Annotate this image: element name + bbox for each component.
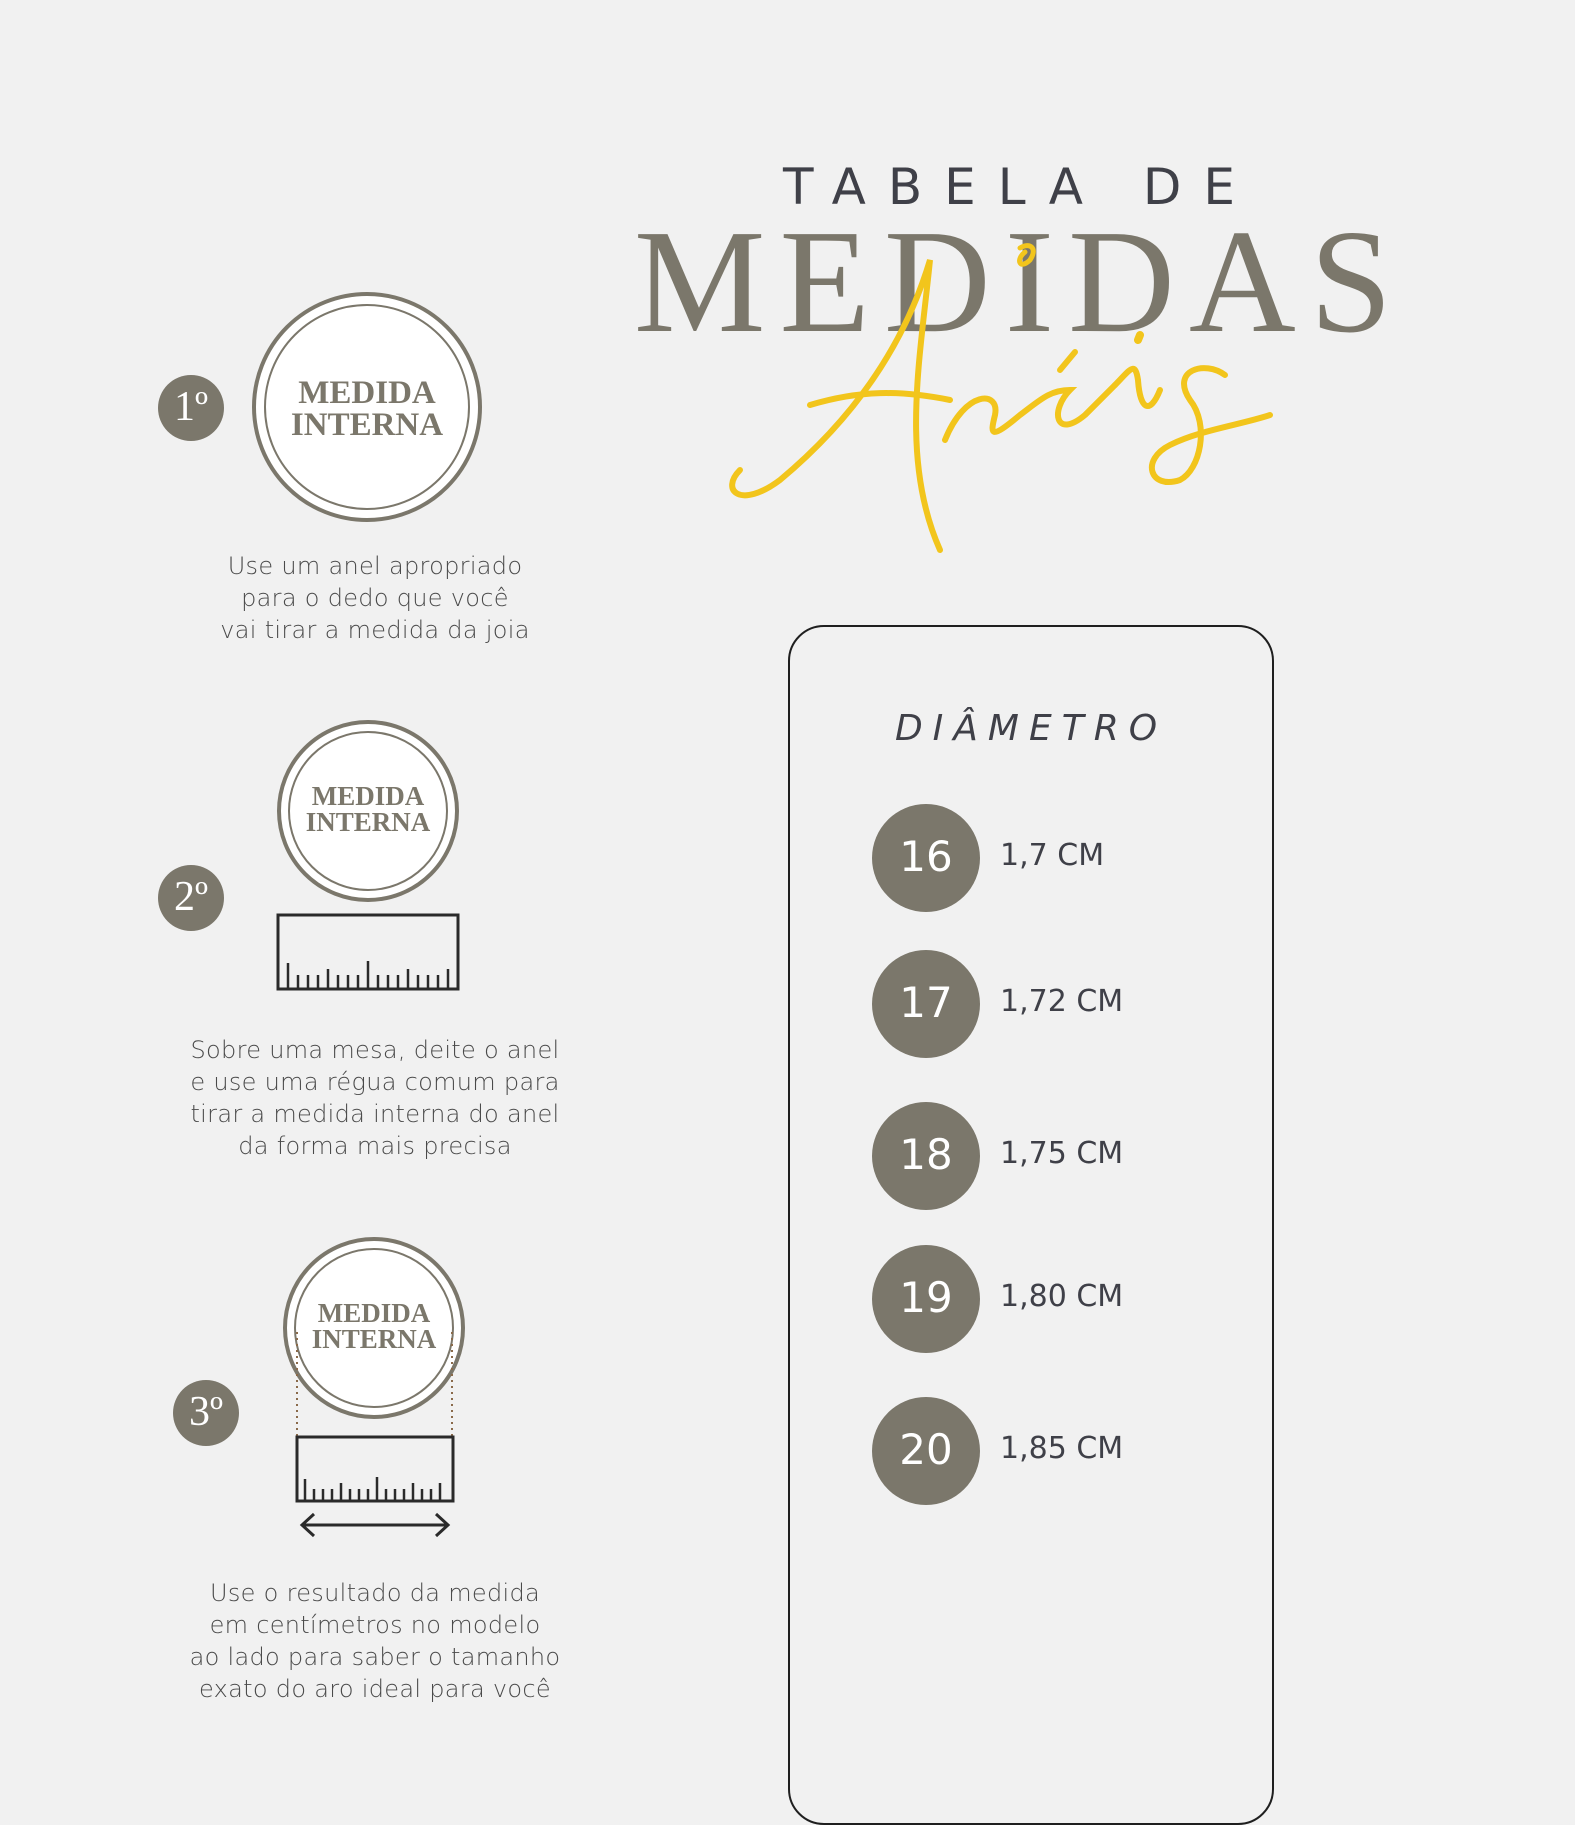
- size-number-badge: 17: [872, 950, 980, 1058]
- step-2-text: Sobre uma mesa, deite o anel e use uma régua comum para tirar a medida interna do anel da forma mais precisa: [190, 1036, 560, 1160]
- emblem-text-line-1: MEDIDA: [317, 1298, 431, 1328]
- emblem-text-line-2: INTERNA: [290, 407, 444, 443]
- size-number-badge: 19: [872, 1245, 980, 1353]
- title-line-2: MEDIDAS: [633, 200, 1407, 364]
- emblem-text-line-2: INTERNA: [311, 1324, 437, 1354]
- step-2-ring-emblem: [277, 720, 459, 902]
- diameter-value: 1,85 CM: [1000, 1431, 1124, 1466]
- size-table-panel: [788, 625, 1274, 1825]
- title-line-1: TABELA DE: [783, 158, 1257, 216]
- size-number-badge: 20: [872, 1397, 980, 1505]
- step-1-ring-emblem: [252, 292, 482, 522]
- diameter-value: 1,80 CM: [1000, 1279, 1124, 1314]
- dotted-guide-lines: [290, 1330, 460, 1440]
- table-title: DIÂMETRO: [894, 708, 1168, 749]
- step-1-text: Use um anel apropriado para o dedo que você vai tirar a medida da joia: [220, 552, 530, 644]
- diameter-value: 1,72 CM: [1000, 984, 1124, 1019]
- double-arrow-icon: [298, 1510, 452, 1540]
- diameter-value: 1,75 CM: [1000, 1136, 1124, 1171]
- emblem-text-line-1: MEDIDA: [298, 375, 436, 411]
- script-title-decoration: [720, 240, 1280, 580]
- step-3-text: Use o resultado da medida em centímetros no modelo ao lado para saber o tamanho exato do aro ideal para você: [189, 1579, 561, 1703]
- step-2-badge: 2º: [158, 865, 224, 931]
- emblem-text-line-1: MEDIDA: [311, 781, 425, 811]
- step-3-badge: 3º: [173, 1380, 239, 1446]
- diameter-value: 1,7 CM: [1000, 838, 1105, 873]
- emblem-text-line-2: INTERNA: [305, 807, 431, 837]
- size-number-badge: 16: [872, 804, 980, 912]
- ruler-icon: [295, 1435, 455, 1505]
- step-1-badge: 1º: [158, 375, 224, 441]
- size-number-badge: 18: [872, 1102, 980, 1210]
- ruler-icon: [276, 913, 460, 993]
